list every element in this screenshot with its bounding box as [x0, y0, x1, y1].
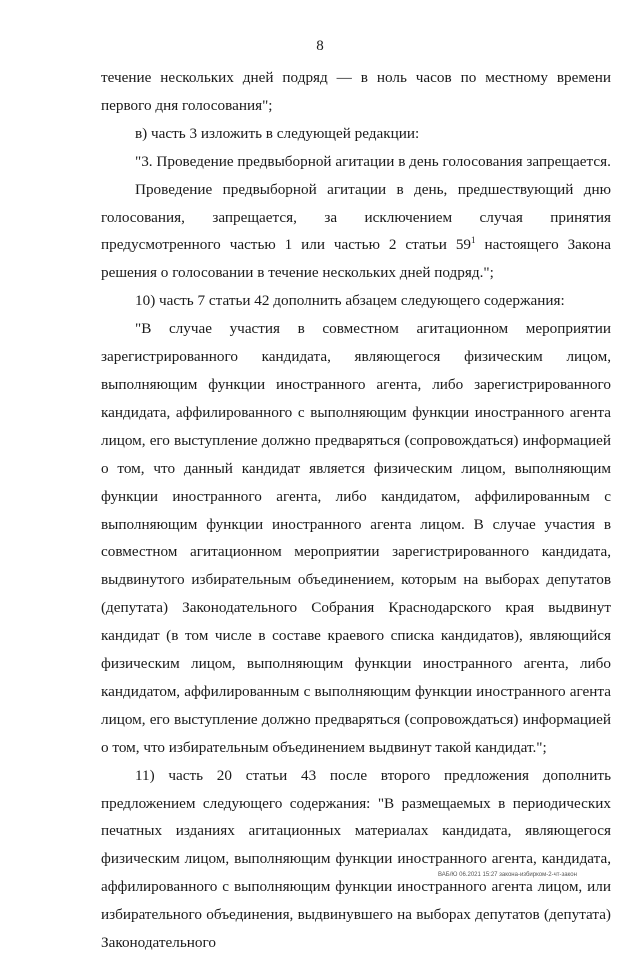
paragraph-text-before-sup: Проведение предвыборной агитации в день, предшествующий дню голосования, запрещается, за исключением случая принятия предусмотренного частью 1 или частью 2 статьи 59 [101, 180, 611, 254]
paragraph-item-11: 11) часть 20 статьи 43 после второго предложения дополнить предложением следующего содержания: "В размещаемых в периодических печатных изданиях агитационных материалах кандидата, являющегося физическим лицом, выполняющим функции иностранного агента, кандидата, аффилированного с выполняющим функции иностранного агента лицом, или избирательного объединения, выдвинувшего на выборах депутатов (депутата) Законодательного [101, 766, 611, 952]
footer-stamp: ВАБ/Ю 06.2021 15:27 закона-избирком-2-чт-закон [438, 872, 577, 878]
paragraph-part-3: "3. Проведение предвыборной агитации в день голосования запрещается. [135, 152, 611, 170]
paragraph-continuation: течение нескольких дней подряд — в ноль часов по местному времени первого дня голосования"; [101, 69, 611, 114]
superscript: 1 [471, 235, 476, 246]
paragraph-item-10: 10) часть 7 статьи 42 дополнить абзацем следующего содержания: [135, 292, 565, 310]
paragraph-agitation-day-before [101, 176, 611, 288]
document-body [101, 64, 611, 957]
paragraph-item-v: в) часть 3 изложить в следующей редакции: [135, 124, 420, 142]
paragraph-text-after-sup: настоящего Закона решения о голосовании в течение нескольких дней подряд."; [101, 236, 611, 282]
page-number: 8 [316, 38, 324, 54]
paragraph-foreign-agent-candidate: "В случае участия в совместном агитационном мероприятии зарегистрированного кандидата, являющегося физическим лицом, выполняющим функции иностранного агента, либо зарегистрированного кандидата, аффилированного с выполняющим функции иностранного агента лицом, его выступление должно предваряться (сопровождаться) информацией о том, что данный кандидат является физическим лицом, выполняющим функции иностранного агента, либо кандидатом, аффилированным с выполняющим функции иностранного агента лицом. В случае участия в совместном агитационном мероприятии зарегистрированного кандидата, выдвинутого избирательным объединением, которым на выборах депутатов (депутата) Законодательного Собрания Краснодарского края выдвинут кандидат (в том числе в составе краевого списка кандидатов), являющийся физическим лицом, выполняющим функции иностранного агента, либо кандидатом, аффилированным с выполняющим функции иностранного агента лицом, его выступление должно предваряться (сопровождаться) информацией о том, что избирательным объединением выдвинут такой кандидат."; [101, 320, 611, 756]
